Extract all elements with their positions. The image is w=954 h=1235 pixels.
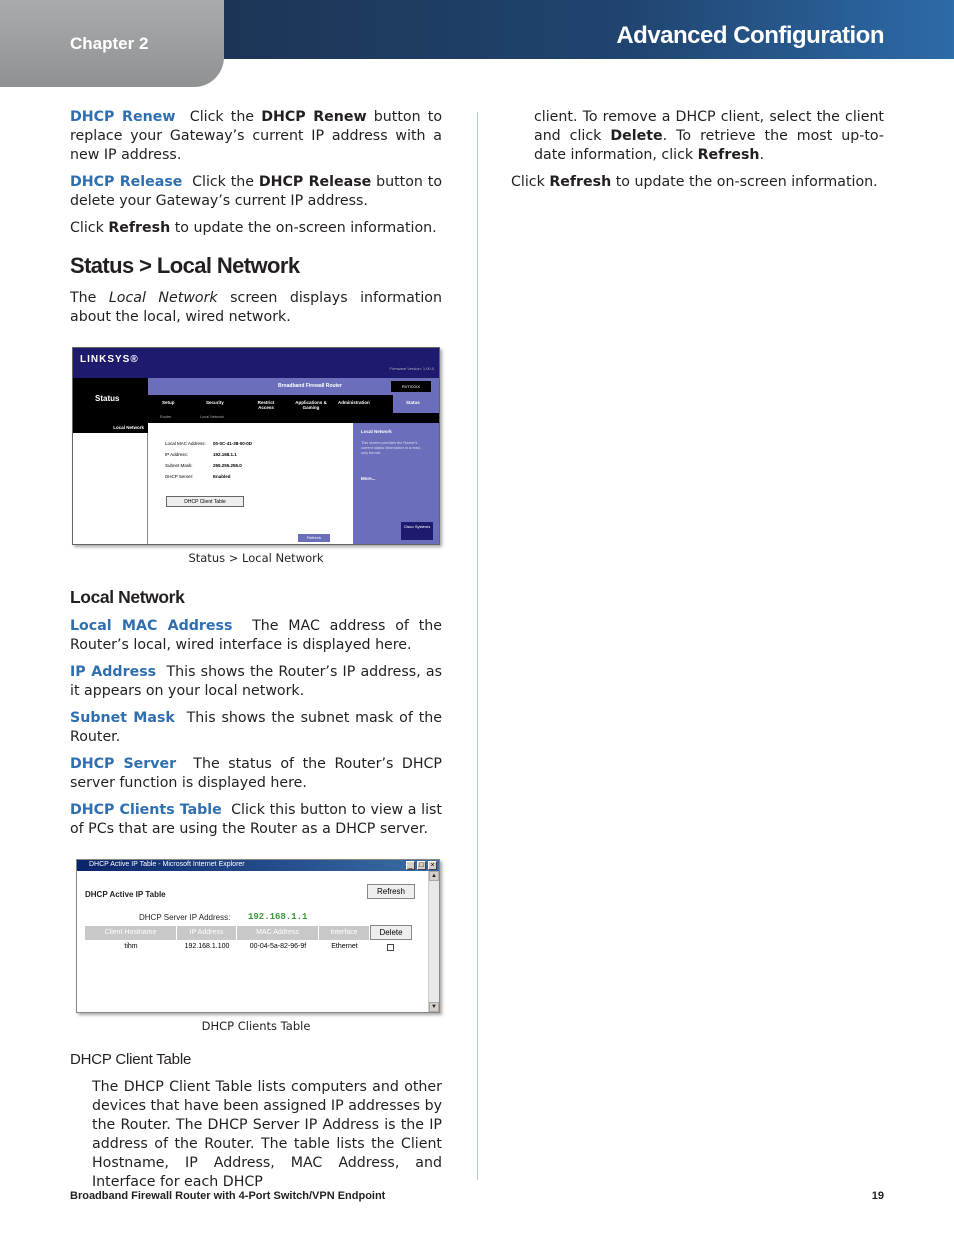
dhcp-clients-para: DHCP Clients Table Click this button to view a list of PCs that are using the Router as a DHCP server. (70, 802, 442, 837)
term-ip-address: IP Address (70, 664, 157, 680)
logo-bar (73, 348, 439, 378)
minimize-icon[interactable]: _ (406, 861, 415, 870)
cisco-logo: Cisco Systems (401, 522, 433, 540)
term-dhcp-release: DHCP Release (70, 174, 183, 190)
local-network-screenshot (72, 347, 440, 545)
dhcp-renew-para: DHCP Renew Click the DHCP Renew button to replace your Gateway’s current IP address with a new IP address. (70, 109, 443, 163)
server-ip-value: 192.168.1.1 (248, 912, 308, 922)
refresh-note: Click Refresh to update the on-screen information. (70, 220, 437, 236)
tab-setup[interactable]: Setup (162, 400, 175, 405)
dhcp-table-screenshot (76, 859, 440, 1013)
tab-applications-gaming[interactable]: Applications & Gaming (295, 400, 327, 410)
side-panel (73, 433, 148, 544)
minor-title: DHCP Client Table (70, 1051, 192, 1068)
caption-local-network: Status > Local Network (188, 551, 324, 565)
caption-dhcp-clients: DHCP Clients Table (201, 1019, 311, 1033)
firmware-version: Firmware Version: 1.00.0 (389, 366, 434, 371)
row-mac: Local MAC Address: 00-0C-41-38-00-0D (165, 441, 253, 446)
scrollbar[interactable] (428, 871, 439, 1012)
row-dhcp: DHCP Server: Enabled (165, 474, 231, 479)
delete-button[interactable]: Delete (370, 925, 412, 940)
chapter-label: Chapter 2 (70, 34, 149, 53)
chapter-tab (0, 0, 224, 87)
tab-restrict-access[interactable]: Restrict Access (257, 400, 275, 410)
refresh-button[interactable]: Refresh (367, 884, 415, 899)
footer-product: Broadband Firewall Router with 4-Port Switch/VPN Endpoint (70, 1190, 386, 1202)
sub-tabs (148, 413, 439, 423)
tab-security[interactable]: Security (206, 400, 224, 405)
term-dhcp-clients-table: DHCP Clients Table (70, 802, 222, 818)
term-dhcp-renew: DHCP Renew (70, 109, 176, 125)
dhcp-server-para: DHCP Server The status of the Router’s DHCP server function is displayed here. (70, 756, 442, 791)
help-panel (353, 423, 439, 544)
status-label: Status (95, 394, 120, 403)
title-banner (224, 0, 954, 59)
col-client-hostname: Client Hostname (85, 926, 177, 940)
more-link[interactable]: More... (361, 476, 376, 481)
cell-mac: 00-04-5a-82-96-9f (249, 943, 307, 950)
row-ip: IP Address: 192.168.1.1 (165, 452, 237, 457)
help-text: This screen provides the Router's current status information in a read-only format. (361, 441, 421, 455)
cell-interface: Ethernet (331, 943, 358, 950)
row-subnet: Subnet Mask: 255.255.255.0 (165, 463, 242, 468)
refresh-button[interactable]: Refresh (298, 534, 330, 542)
linksys-logo: LINKSYS® (80, 354, 139, 365)
tab-status[interactable]: Status (406, 400, 420, 405)
continued-para: client. To remove a DHCP client, select the client and click Delete. To retrieve the most up-to-date information, click Refresh. (534, 109, 884, 163)
col-ip-address: IP Address (177, 926, 237, 940)
left-column (70, 108, 442, 1200)
window-title: DHCP Active IP Table - Microsoft Internet Explorer (89, 861, 245, 868)
table-header (85, 926, 370, 940)
client-table-para: The DHCP Client Table lists computers and other devices that have been assigned IP addresses by the Router. The DHCP Server IP Address is the IP address of the Router. The table lists the Client Hostname, IP Address, MAC Address, and Interface for each DHCP (92, 1079, 442, 1190)
term-subnet-mask: Subnet Mask (70, 710, 175, 726)
right-column (511, 108, 884, 200)
tab-administration[interactable]: Administration (338, 400, 370, 405)
section-title: Status > Local Network (70, 253, 300, 278)
page-title: Advanced Configuration (616, 22, 884, 49)
column-divider (477, 112, 478, 1180)
scroll-down-icon[interactable]: ▼ (429, 1002, 439, 1012)
subtab-router[interactable]: Router (160, 415, 172, 419)
server-ip-label: DHCP Server IP Address: (139, 913, 231, 922)
main-panel (148, 423, 353, 544)
local-mac-para: Local MAC Address The MAC address of the Router’s local, wired interface is displayed here. (70, 618, 442, 653)
term-dhcp-server: DHCP Server (70, 756, 177, 772)
table-heading: DHCP Active IP Table (85, 890, 166, 899)
term-local-mac: Local MAC Address (70, 618, 233, 634)
scroll-up-icon[interactable]: ▲ (429, 871, 439, 881)
window-titlebar (77, 860, 439, 871)
delete-checkbox[interactable] (387, 944, 394, 951)
side-label: Local Network (73, 423, 148, 433)
refresh-note-right: Click Refresh to update the on-screen information. (511, 174, 878, 190)
product-name: Broadband Firewall Router (278, 383, 342, 389)
model-number: RVT0XXX (391, 381, 431, 392)
nav-tabs (148, 395, 439, 413)
status-box (73, 378, 148, 423)
dhcp-client-table-button[interactable]: DHCP Client Table (166, 496, 244, 507)
help-title: Local Network (361, 429, 392, 434)
ip-address-para: IP Address This shows the Router’s IP address, as it appears on your local network. (70, 664, 442, 699)
dhcp-release-para: DHCP Release Click the DHCP Release button to delete your Gateway’s current IP address. (70, 174, 442, 209)
col-interface: Interface (319, 926, 370, 940)
page-number: 19 (871, 1190, 884, 1202)
col-mac-address: MAC Address (237, 926, 319, 940)
subsection-title: Local Network (70, 587, 185, 607)
close-icon[interactable]: × (428, 861, 437, 870)
intro-para: The Local Network screen displays information about the local, wired network. (70, 290, 442, 325)
subtab-local-network[interactable]: Local Network (200, 415, 225, 419)
maximize-icon[interactable]: □ (417, 861, 426, 870)
subnet-mask-para: Subnet Mask This shows the subnet mask of the Router. (70, 710, 442, 745)
cell-ip: 192.168.1.100 (184, 943, 230, 950)
cell-hostname: tihm (124, 943, 138, 950)
